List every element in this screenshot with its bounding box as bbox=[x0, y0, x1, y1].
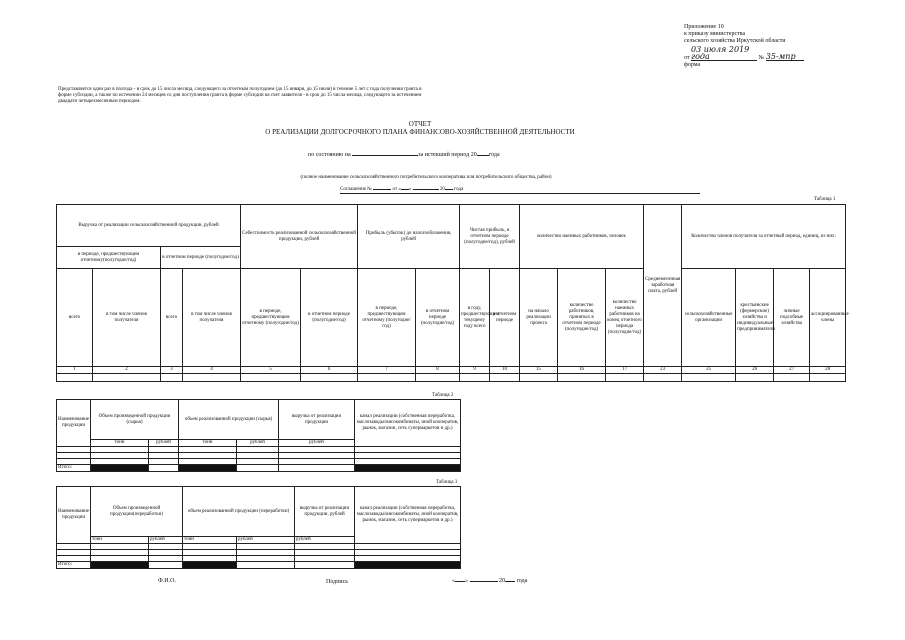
table1-label: Таблица 1 bbox=[814, 197, 836, 202]
t1-salary-header: Среднемесячная заработная плата, рублей bbox=[644, 205, 682, 367]
t1-cell[interactable] bbox=[520, 374, 558, 382]
t1-cell[interactable] bbox=[358, 374, 416, 382]
t1-num: 4 bbox=[183, 367, 241, 374]
agreement-from: от « bbox=[392, 187, 401, 192]
t2-revenue-header: выручка от реализации продукции bbox=[279, 400, 355, 440]
footer-fio: Ф.И.О. bbox=[158, 578, 176, 584]
t1-col26: крестьянские (фермерские) хозяйства и индивидуальные предприниматели bbox=[736, 269, 774, 367]
t1-num: 26 bbox=[736, 367, 774, 374]
appendix-from: от bbox=[684, 55, 690, 61]
appendix-date-handwritten: 03 июля 2019 года bbox=[691, 46, 757, 61]
t1-col17: количество наемных работников на конец отчетного периода (полугодие/год) bbox=[606, 269, 644, 367]
title-line1: ОТЧЕТ bbox=[408, 120, 432, 128]
period-prefix: по состоянию на bbox=[308, 152, 351, 158]
footer-signature: Подпись bbox=[326, 579, 349, 585]
t3-channel-header: канал реализации (собственная переработка, маслозаводы/мясокомбинаты, иной кооператив, рынок, магазин, сеть супермаркетов и др.) bbox=[355, 487, 461, 544]
agreement-line bbox=[340, 187, 700, 194]
t1-num: 6 bbox=[301, 367, 358, 374]
report-title bbox=[200, 120, 640, 136]
t2-total-cell[interactable] bbox=[149, 465, 179, 472]
t1-cost-header: Себестоимость реализованной сельскохозяйственной продукции, рублей bbox=[241, 205, 358, 269]
agreement-number-field[interactable] bbox=[373, 189, 391, 190]
submission-notice bbox=[58, 87, 528, 105]
t1-col7: в периоде, предшествующем отчетному (полугодие/год) bbox=[358, 269, 416, 367]
t1-num: 5 bbox=[241, 367, 301, 374]
t1-cell[interactable] bbox=[161, 374, 183, 382]
t1-members-header: Количество членов получателя за отчетный период, единиц, из них: bbox=[682, 205, 846, 269]
footer-date-open: « bbox=[452, 578, 455, 584]
t3-total-cell[interactable] bbox=[237, 562, 295, 569]
t1-cell[interactable] bbox=[460, 374, 490, 382]
table3-label: Таблица 3 bbox=[436, 480, 458, 485]
t1-num: 25 bbox=[682, 367, 736, 374]
t1-cell[interactable] bbox=[183, 374, 241, 382]
t1-col9: в году, предшествующем текущему году всего bbox=[460, 269, 490, 367]
appendix-line3: сельского хозяйства Иркутской области bbox=[684, 38, 786, 44]
t3-revenue-header: выручка от реализации продукции, рублей bbox=[295, 487, 355, 537]
t2-unit-rub: рублей bbox=[149, 440, 179, 447]
t2-unit-rub: рублей bbox=[237, 440, 279, 447]
t3-total-label: Итого: bbox=[57, 562, 91, 569]
agreement-year-field[interactable] bbox=[445, 189, 453, 190]
period-middle: за истекший период 20 bbox=[418, 152, 477, 158]
t1-num: 27 bbox=[774, 367, 810, 374]
t1-num: 1 bbox=[57, 367, 93, 374]
t1-num: 28 bbox=[810, 367, 846, 374]
appendix-no: № bbox=[758, 55, 765, 61]
t2-total-shaded bbox=[355, 465, 461, 472]
t1-cell[interactable] bbox=[644, 374, 682, 382]
t1-num: 7 bbox=[358, 367, 416, 374]
t3-unit-rub: рублей bbox=[237, 537, 295, 544]
t2-unit-tons: тонн bbox=[91, 440, 149, 447]
t1-num: 9 bbox=[460, 367, 490, 374]
appendix-line1: Приложение 10 bbox=[684, 24, 724, 30]
footer-date bbox=[452, 578, 527, 585]
t1-num: 2 bbox=[93, 367, 161, 374]
period-date-field[interactable] bbox=[352, 155, 418, 156]
footer-year: 20 bbox=[499, 578, 505, 584]
period-year-field[interactable] bbox=[477, 155, 489, 156]
footer-date-close: » bbox=[465, 578, 468, 584]
footer-suffix: года bbox=[516, 578, 528, 584]
t1-num: 16 bbox=[558, 367, 606, 374]
t3-name-header: Наименование продукции bbox=[57, 487, 91, 544]
org-caption: (полное наименование сельскохозяйственного потребительского кооператива или потребительского общества, район) bbox=[300, 175, 552, 180]
t1-col15: на начало реализации проекта bbox=[520, 269, 558, 367]
t1-col8: в отчетном периоде (полугодие/год) bbox=[416, 269, 460, 367]
t2-channel-header: канал реализации (собственная переработка, маслозаводы/мясокомбинаты, иной кооператив, рынок, магазин, сеть супермаркетов и др.) bbox=[355, 400, 461, 447]
t2-sold-header: объем реализованной продукции (сырья) bbox=[179, 400, 279, 440]
table2-label: Таблица 2 bbox=[432, 393, 454, 398]
title-line2: О РЕАЛИЗАЦИИ ДОЛГОСРОЧНОГО ПЛАНА ФИНАНСОВО-ХОЗЯЙСТВЕННОЙ ДЕЯТЕЛЬНОСТИ bbox=[265, 128, 575, 136]
org-line bbox=[260, 167, 590, 168]
t1-cell[interactable] bbox=[241, 374, 301, 382]
t3-total-cell[interactable] bbox=[295, 562, 355, 569]
t2-name-header: Наименование продукции bbox=[57, 400, 91, 447]
t1-prev-period-header: в периоде, предшествующем отчетному(полугодие/год) bbox=[57, 247, 161, 269]
t1-cell[interactable] bbox=[736, 374, 774, 382]
t1-col10: в отчетном периоде bbox=[490, 269, 520, 367]
agreement-mid: » bbox=[408, 187, 412, 192]
agreement-month-field[interactable] bbox=[413, 189, 439, 190]
t3-unit-rub: рублей bbox=[295, 537, 355, 544]
t1-num: 17 bbox=[606, 367, 644, 374]
t1-col3: всего bbox=[161, 269, 183, 367]
t1-cell[interactable] bbox=[606, 374, 644, 382]
appendix-form: форма bbox=[684, 62, 701, 68]
t1-cell[interactable] bbox=[301, 374, 358, 382]
appendix-line2: к приказу министерства bbox=[684, 31, 746, 37]
t3-total-shaded bbox=[183, 562, 237, 569]
t1-profit-header: Прибыль (убыток) до налогообложения, рублей bbox=[358, 205, 460, 269]
t1-col16: количество работников, принятых в отчетном периоде (полугодие/год) bbox=[558, 269, 606, 367]
t3-sold-header: объем реализованной продукции (переработки) bbox=[183, 487, 295, 537]
t3-total-shaded bbox=[91, 562, 149, 569]
t3-total-shaded bbox=[355, 562, 461, 569]
t1-cell[interactable] bbox=[416, 374, 460, 382]
table1 bbox=[56, 204, 849, 382]
t1-num: 10 bbox=[490, 367, 520, 374]
t2-total-cell[interactable] bbox=[279, 465, 355, 472]
t1-revenue-header: Выручка от реализации сельскохозяйственной продукции, рублей bbox=[57, 205, 241, 247]
t1-curr-period-header: в отчетном периоде (полугодие/год) bbox=[161, 247, 241, 269]
agreement-year: 20 bbox=[439, 187, 445, 192]
table2 bbox=[56, 399, 461, 472]
t2-total-shaded bbox=[91, 465, 149, 472]
footer-day-field[interactable] bbox=[455, 581, 465, 582]
t1-cell[interactable] bbox=[558, 374, 606, 382]
t1-cell[interactable] bbox=[682, 374, 736, 382]
period-line bbox=[308, 152, 608, 159]
t1-num: 15 bbox=[520, 367, 558, 374]
t1-cell[interactable] bbox=[57, 374, 93, 382]
appendix-number-handwritten: 35-мпр bbox=[766, 53, 804, 61]
t1-col28: ассоциированные члены bbox=[810, 269, 846, 367]
t1-cell[interactable] bbox=[93, 374, 161, 382]
t1-cell[interactable] bbox=[810, 374, 846, 382]
appendix-block bbox=[684, 24, 884, 69]
footer-month-field[interactable] bbox=[470, 581, 498, 582]
notice-line3: двадцати четырехмесячным периодом. bbox=[58, 99, 141, 104]
t3-unit-tons: тонн bbox=[91, 537, 149, 544]
t3-unit-rub: рублей bbox=[149, 537, 183, 544]
agreement-day-field[interactable] bbox=[401, 189, 409, 190]
t1-num: 3 bbox=[161, 367, 183, 374]
t1-staff-header: количество наемных работников, человек bbox=[520, 205, 644, 269]
t3-unit-tons: тонн bbox=[183, 537, 237, 544]
t1-col4: в том числе членов получателя bbox=[183, 269, 241, 367]
t1-cell[interactable] bbox=[774, 374, 810, 382]
footer-year-field[interactable] bbox=[505, 581, 515, 582]
t1-num: 23 bbox=[644, 367, 682, 374]
agreement-suffix: года bbox=[454, 187, 464, 192]
table3 bbox=[56, 486, 461, 569]
t2-unit-rub: рублей bbox=[279, 440, 355, 447]
t1-col1: всего bbox=[57, 269, 93, 367]
t2-total-cell[interactable] bbox=[237, 465, 279, 472]
t2-produced-header: Объем произведенной продукции (сырья) bbox=[91, 400, 179, 440]
t1-col5: в периоде, предшествующем отчетному (полугодие/год) bbox=[241, 269, 301, 367]
t2-unit-tons: тонн bbox=[179, 440, 237, 447]
agreement-prefix: Соглашение № bbox=[340, 187, 373, 192]
t1-col6: в отчетном периоде (полугодие/год) bbox=[301, 269, 358, 367]
notice-line1: Представляется один раз в полгода - в срок до 15 числа месяца, следующего за отчетным полугодием (до 15 января, до 15 июля) в течение 5 лет с года получения гранта в bbox=[58, 87, 422, 92]
t1-col27: личные подсобные хозяйства bbox=[774, 269, 810, 367]
appendix-order-line bbox=[684, 46, 884, 62]
t1-cell[interactable] bbox=[490, 374, 520, 382]
t2-total-shaded bbox=[179, 465, 237, 472]
notice-line2: форме субсидии, а также по истечении 24 месяцев со дня поступления гранта в форме субсидии на счет заявителя - в срок до 15 числа месяца, следующего за истечением bbox=[58, 93, 422, 98]
period-suffix: года bbox=[488, 152, 500, 158]
t1-net-profit-header: Чистая прибыль, в отчетном периоде (полугодие/год), рублей bbox=[460, 205, 520, 269]
t3-total-cell[interactable] bbox=[149, 562, 183, 569]
t1-col2: в том числе членов получателя bbox=[93, 269, 161, 367]
t3-produced-header: Объем произведенной продукции(переработки) bbox=[91, 487, 183, 537]
t1-num: 8 bbox=[416, 367, 460, 374]
t2-total-label: Итого: bbox=[57, 465, 91, 472]
t1-col21: сельскохозяйственные организации bbox=[682, 269, 736, 367]
